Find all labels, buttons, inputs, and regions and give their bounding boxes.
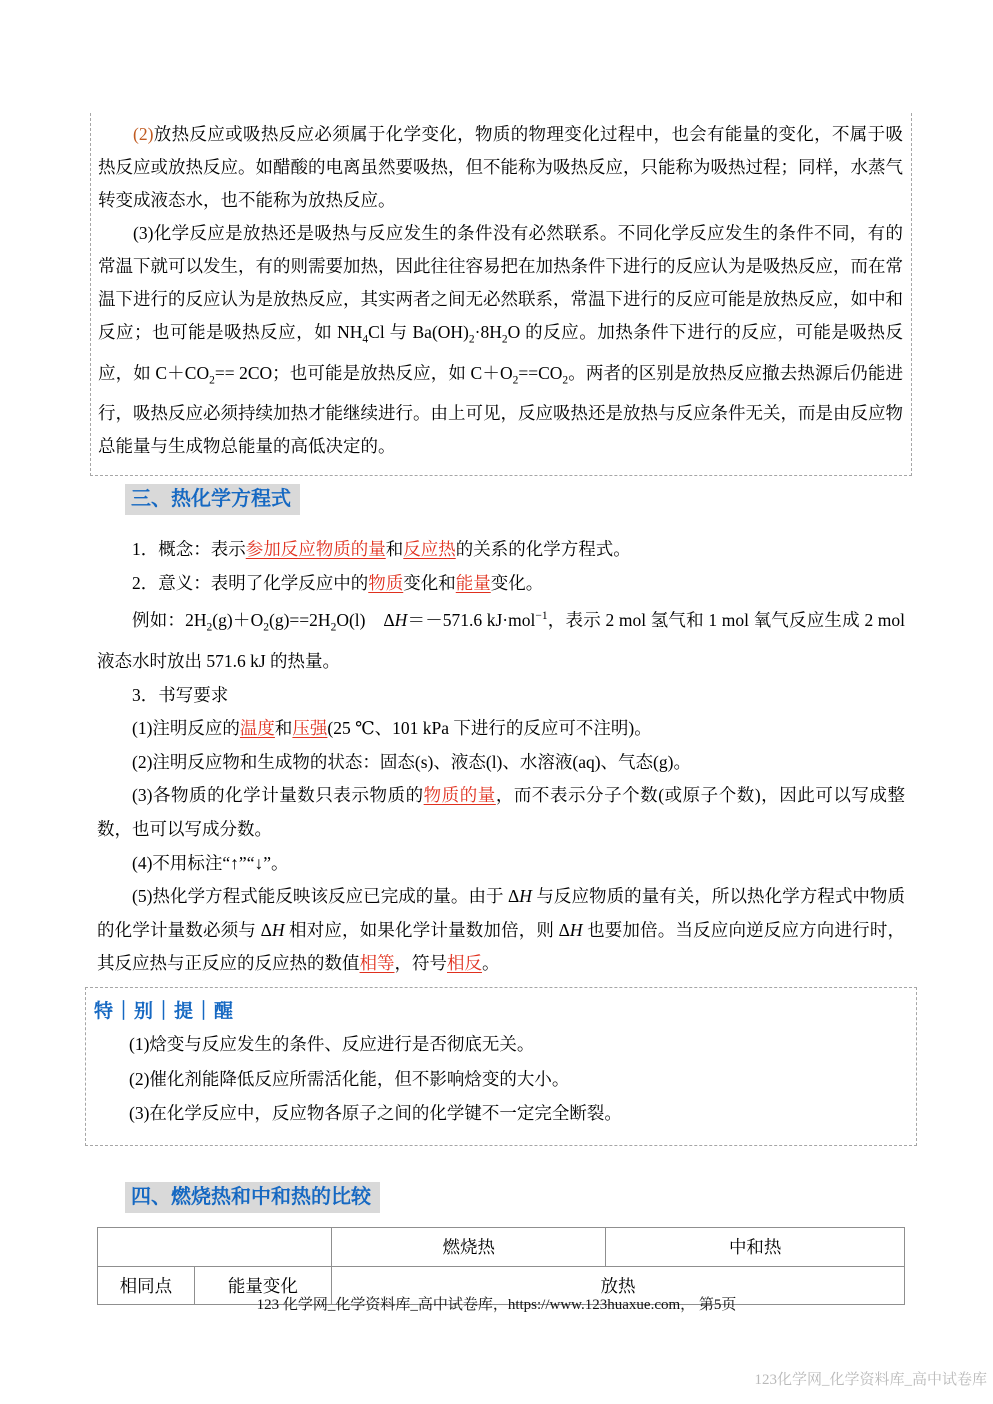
concept-line: 1．概念：表示参加反应物质的量和反应热的关系的化学方程式。 [132, 539, 631, 559]
section-three-title: 三、热化学方程式 [125, 484, 300, 515]
requirement-1-line: (1)注明反应的温度和压强(25 ℃、101 kPa 下进行的反应可不注明)。 [132, 718, 652, 739]
paragraph-exothermic-endothermic: (2)放热反应或吸热反应必须属于化学变化，物质的物理变化过程中，也会有能量的变化，不属于吸热反应或放热反应。如醋酸的电离虽然要吸热，但不能称为吸热反应，只能称为吸热过程；同样，水蒸气转变成液态水，也不能称为放热反应。 [98, 124, 903, 210]
table-header-neutralization-heat: 中和热 [606, 1227, 905, 1266]
section-four-title: 四、燃烧热和中和热的比较 [125, 1182, 380, 1213]
page-footer: 123 化学网_化学资料库_高中试卷库，https://www.123huaxue.com， 第5页 [256, 1297, 737, 1313]
note-box-continued [90, 113, 912, 476]
table-header-empty-cell [98, 1227, 332, 1266]
reminder-item-3: (3)在化学反应中，反应物各原子之间的化学键不一定完全断裂。 [129, 1103, 622, 1124]
section-three-header-row [97, 476, 905, 515]
requirement-4-line: (4)不用标注“↑”“↓”。 [132, 852, 289, 873]
writing-requirements-line: 3．书写要求 [132, 684, 229, 705]
cell-exothermic-value: 放热 [332, 1266, 905, 1304]
cell-energy-change-label: 能量变化 [194, 1266, 331, 1304]
paragraph-reaction-conditions: (3)化学反应是放热还是吸热与反应发生的条件没有必然联系。不同化学反应发生的条件不同，有的常温下就可以发生，有的则需要加热，因此往往容易把在加热条件下进行的反应认为是吸热反应，而在常温下进行的反应认为是放热反应，其实两者之间无必然联系，常温下进行的反应可能是放热反应，如中和反应；也可能是吸热反应，如 $NH_4Cl$ 与 $Ba(OH)_2\cdot 8H_2O$ 的反应。加热条件下进行的反应，可能是吸热反应，如 $C+CO_2== 2CO$；也可能是放热反应，如 $C+O_2==CO_2$。两者的区别是放热反应撤去热源后仍能进行，吸热反应必须持续加热才能继续进行。由上可见，反应吸热还是放热与反应条件无关，而是由反应物总能量与生成物总能量的高低决定的。 [98, 223, 904, 456]
special-reminder-box [85, 987, 917, 1146]
requirement-3-line: (3)各物质的化学计量数只表示物质的物质的量，而不表示分子个数(或原子个数)，因此可以写成整数，也可以写成分数。 [97, 785, 906, 840]
table-header-row [98, 1227, 905, 1266]
special-reminder-title: 特｜别｜提｜醒 [94, 1001, 235, 1023]
requirement-5-line: (5)热化学方程式能反映该反应已完成的量。由于 ΔH 与反应物质的量有关，所以热化学方程式中物质的化学计量数必须与 ΔH 相对应，如果化学计量数加倍，则 ΔH 也要加倍。当反应向逆反应方向进行时，其反应热与正反应的反应热的数值相等，符号相反。 [97, 886, 905, 974]
reminder-item-1: (1)焓变与反应发生的条件、反应进行是否彻底无关。 [129, 1034, 535, 1055]
reminder-item-2: (2)催化剂能降低反应所需活化能，但不影响焓变的大小。 [129, 1068, 570, 1089]
watermark-text: 123化学网_化学资料库_高中试卷库 [754, 1372, 987, 1388]
section-three-body [97, 533, 905, 981]
example-equation-line: 例如：$2H_2(g)+O_2(g)==2H_2O(l)$ ΔH＝－571.6 kJ·mol$^{-1}$，表示 2 mol 氢气和 1 mol 氧气反应生成 2 mol 液态水时放出 571.6 kJ 的热量。 [97, 610, 906, 672]
section-four-header-row [97, 1146, 905, 1213]
cell-similarity-label: 相同点 [98, 1266, 195, 1304]
requirement-2-line: (2)注明反应物和生成物的状态：固态(s)、液态(l)、水溶液(aq)、气态(g)。 [132, 751, 691, 772]
table-header-combustion-heat: 燃烧热 [332, 1227, 606, 1266]
meaning-line: 2．意义：表明了化学反应中的物质变化和能量变化。 [132, 572, 544, 593]
